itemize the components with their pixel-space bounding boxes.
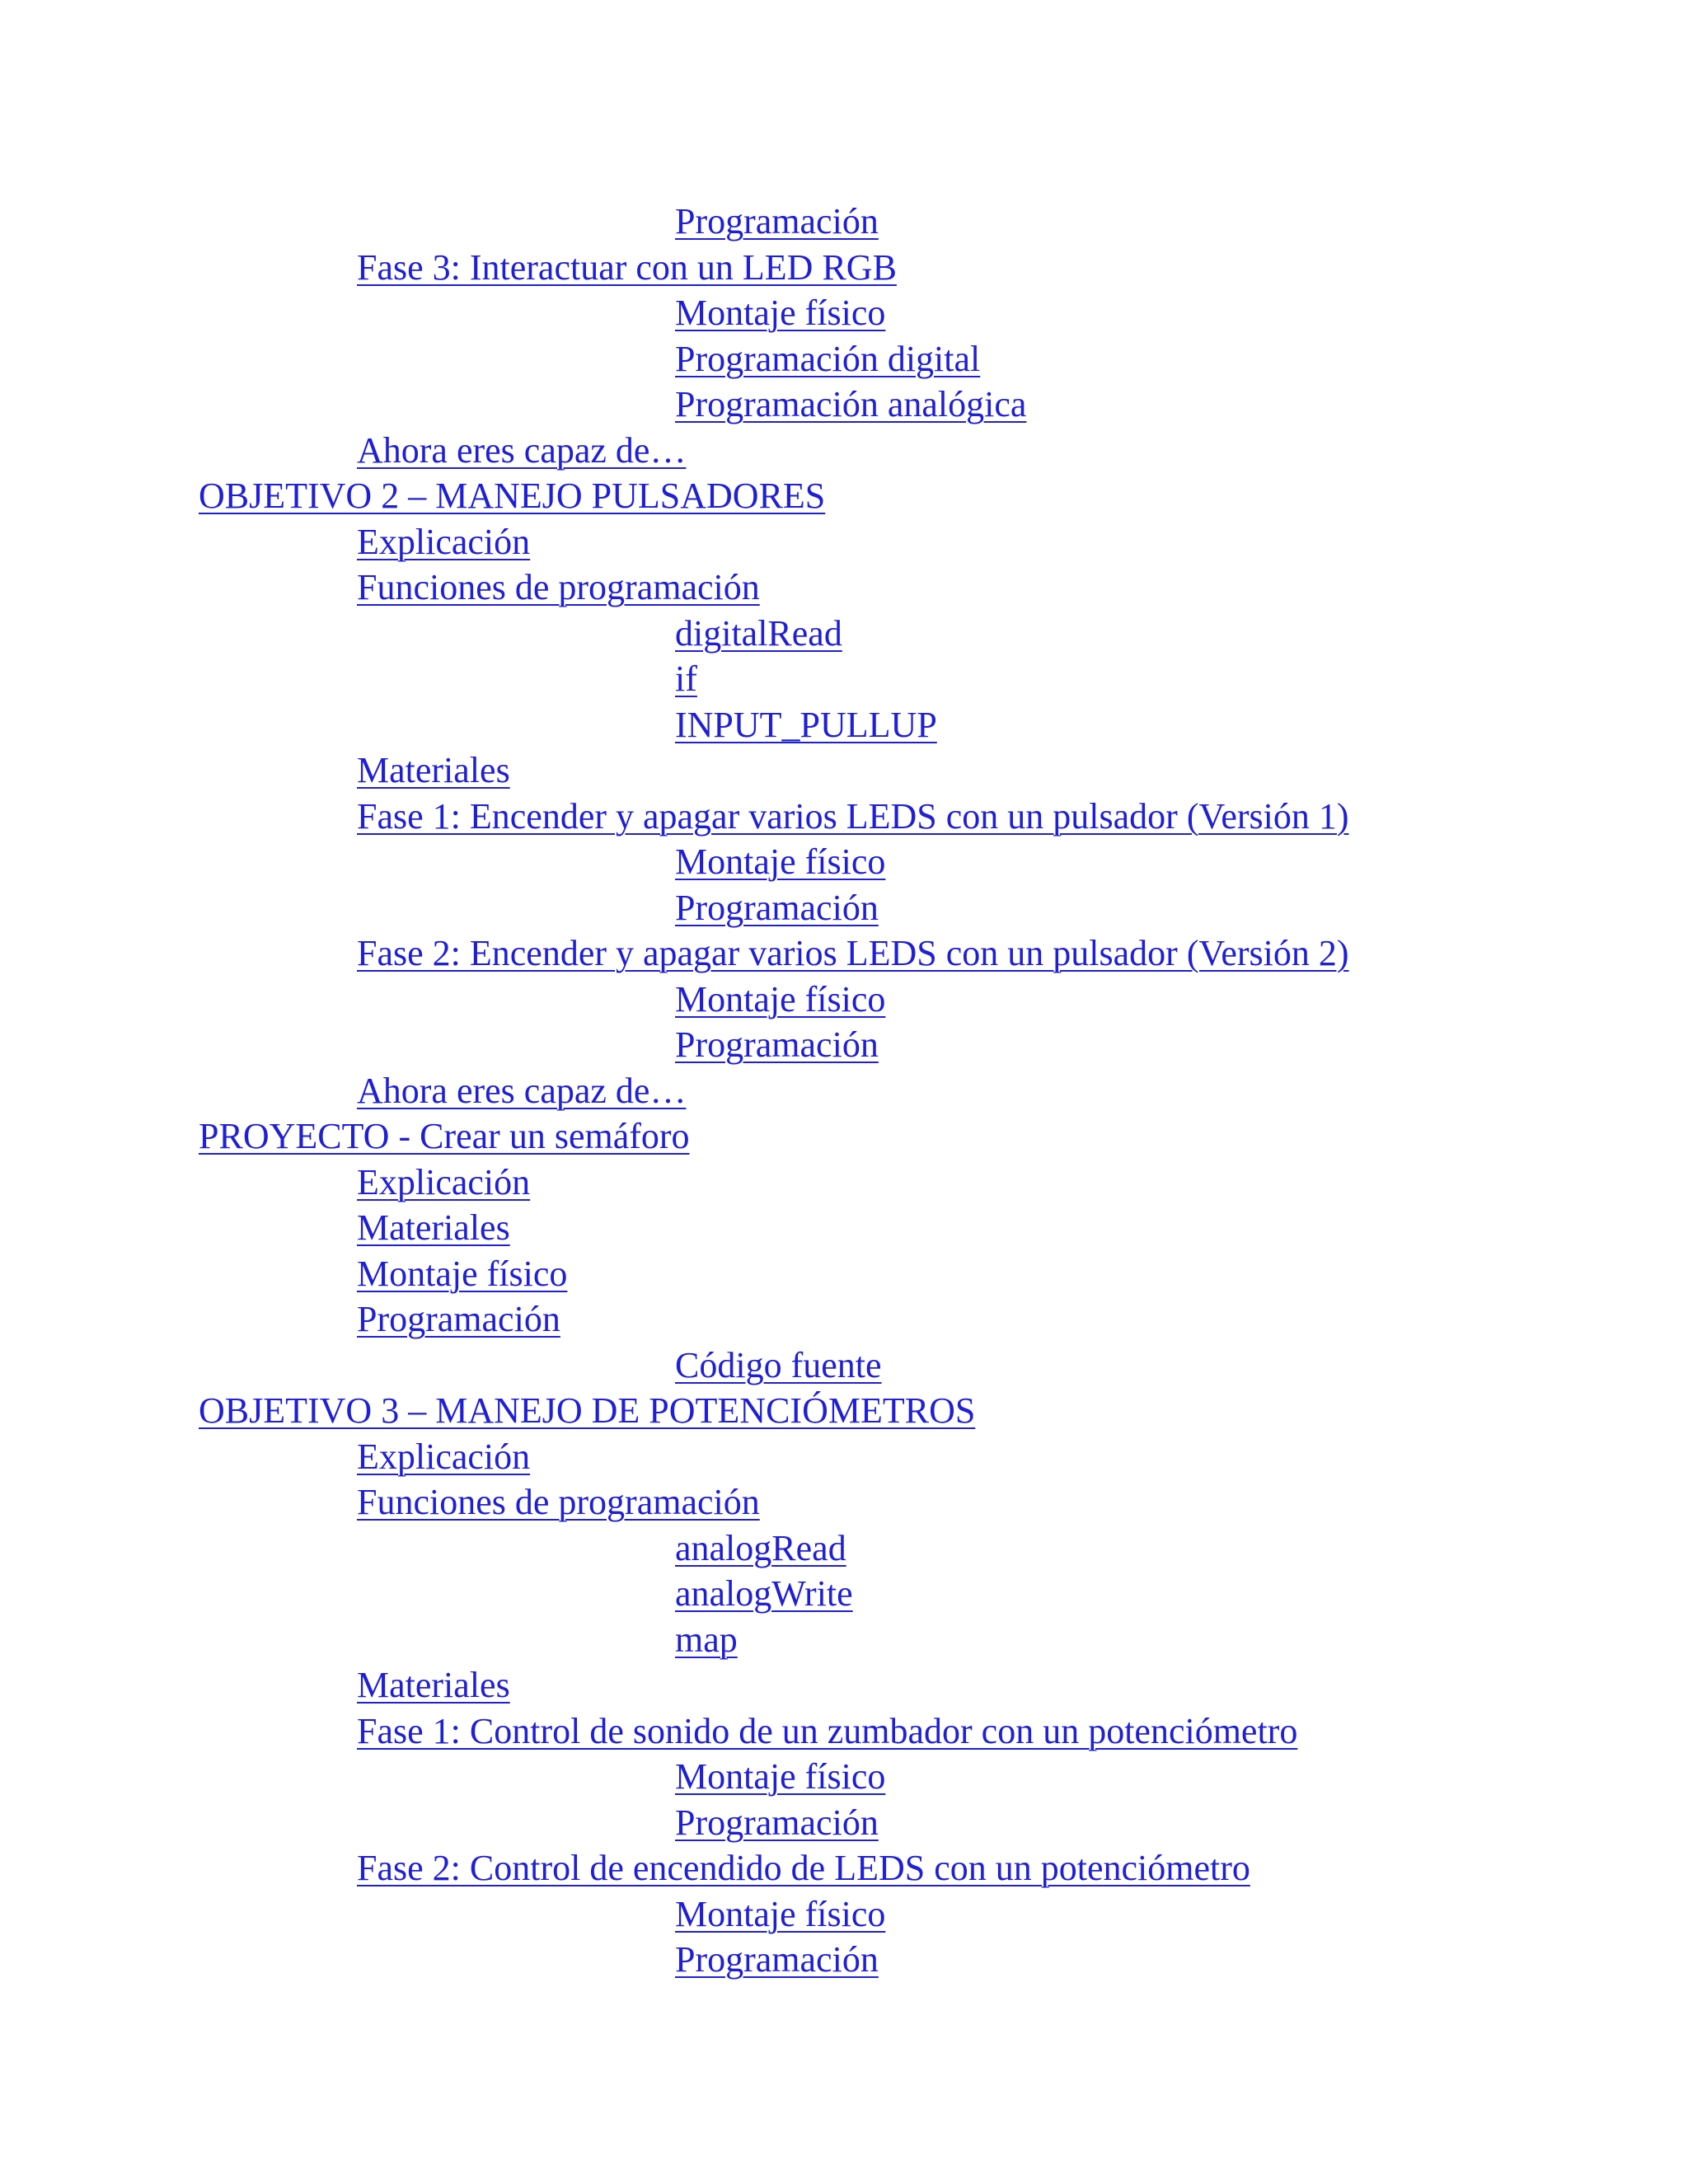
toc-entry [0, 1800, 1688, 1846]
toc-link-level-1[interactable]: OBJETIVO 3 – MANEJO DE POTENCIÓMETROS [199, 1390, 976, 1431]
toc-entry [0, 1113, 1688, 1160]
toc-entry [0, 839, 1688, 885]
toc-entry [0, 1434, 1688, 1480]
toc-link-level-3[interactable]: Código fuente [675, 1344, 882, 1385]
toc-link-level-2[interactable]: Fase 2: Encender y apagar varios LEDS con un pulsador (Versión 2) [357, 933, 1349, 973]
toc-entry [0, 1526, 1688, 1572]
toc-entry [0, 428, 1688, 474]
toc-link-level-2[interactable]: Ahora eres capaz de… [357, 1070, 687, 1111]
toc-entry [0, 748, 1688, 794]
toc-entry [0, 977, 1688, 1023]
toc-link-level-3[interactable]: Montaje físico [675, 1756, 886, 1797]
toc-entry [0, 199, 1688, 245]
toc-entry [0, 1937, 1688, 1983]
toc-link-level-2[interactable]: Programación [357, 1299, 560, 1339]
toc-entry [0, 1662, 1688, 1708]
toc-link-level-2[interactable]: Materiales [357, 1207, 510, 1248]
toc-link-level-2[interactable]: Materiales [357, 750, 510, 790]
toc-entry [0, 611, 1688, 657]
toc-entry [0, 930, 1688, 977]
toc-entry [0, 519, 1688, 565]
toc-entry [0, 473, 1688, 519]
toc-entry [0, 382, 1688, 428]
toc-entry [0, 1571, 1688, 1617]
toc-link-level-3[interactable]: Programación analógica [675, 384, 1027, 424]
toc-link-level-2[interactable]: Explicación [357, 1436, 531, 1477]
toc-link-level-3[interactable]: if [675, 658, 697, 699]
toc-link-level-3[interactable]: Programación [675, 1802, 879, 1843]
toc-link-level-3[interactable]: Montaje físico [675, 293, 886, 333]
toc-link-level-2[interactable]: Fase 1: Encender y apagar varios LEDS con un pulsador (Versión 1) [357, 795, 1349, 837]
toc-entry [0, 1251, 1688, 1297]
toc-entry [0, 1845, 1688, 1891]
toc-link-level-3[interactable]: Montaje físico [675, 978, 886, 1019]
toc-link-level-3[interactable]: digitalRead [675, 612, 842, 654]
toc-link-level-3[interactable]: analogWrite [675, 1573, 853, 1614]
toc-entry [0, 702, 1688, 748]
toc-entry [0, 1160, 1688, 1206]
toc-entry [0, 1708, 1688, 1755]
toc-entry [0, 1205, 1688, 1251]
toc-link-level-2[interactable]: Explicación [357, 521, 531, 562]
toc-link-level-3[interactable]: Programación digital [675, 338, 981, 379]
toc-link-level-2[interactable]: Montaje físico [357, 1253, 568, 1294]
toc-link-level-1[interactable]: OBJETIVO 2 – MANEJO PULSADORES [199, 476, 826, 516]
toc-link-level-1[interactable]: PROYECTO - Crear un semáforo [199, 1116, 690, 1156]
toc-link-level-2[interactable]: Fase 1: Control de sonido de un zumbador con un potenciómetro [357, 1710, 1298, 1751]
toc-entry [0, 565, 1688, 611]
toc-entry [0, 1068, 1688, 1114]
toc-entry [0, 1754, 1688, 1800]
toc-entry [0, 1296, 1688, 1343]
toc-link-level-3[interactable]: Programación [675, 1939, 879, 1980]
toc-link-level-2[interactable]: Materiales [357, 1665, 510, 1705]
toc-entry [0, 885, 1688, 931]
toc-link-level-2[interactable]: Fase 2: Control de encendido de LEDS con un potenciómetro [357, 1848, 1250, 1888]
toc-entry [0, 1022, 1688, 1068]
toc-link-level-3[interactable]: map [675, 1619, 738, 1660]
toc-link-level-2[interactable]: Explicación [357, 1161, 531, 1202]
toc-link-level-2[interactable]: Fase 3: Interactuar con un LED RGB [357, 246, 897, 288]
toc-entry [0, 1617, 1688, 1663]
toc-entry [0, 794, 1688, 840]
table-of-contents [0, 199, 1688, 1983]
toc-entry [0, 1479, 1688, 1526]
toc-link-level-3[interactable]: Montaje físico [675, 1893, 886, 1934]
toc-entry [0, 336, 1688, 382]
toc-link-level-2[interactable]: Funciones de programación [357, 567, 760, 607]
toc-link-level-2[interactable]: Ahora eres capaz de… [357, 429, 687, 471]
toc-entry [0, 290, 1688, 336]
toc-entry [0, 656, 1688, 702]
toc-link-level-3[interactable]: Programación [675, 887, 879, 928]
toc-entry [0, 1891, 1688, 1938]
toc-link-level-3[interactable]: Programación [675, 201, 879, 241]
toc-entry [0, 1343, 1688, 1389]
toc-link-level-2[interactable]: Funciones de programación [357, 1482, 760, 1522]
toc-link-level-3[interactable]: analogRead [675, 1527, 846, 1568]
toc-entry [0, 245, 1688, 291]
toc-entry [0, 1388, 1688, 1434]
toc-link-level-3[interactable]: Montaje físico [675, 841, 886, 882]
toc-link-level-3[interactable]: Programación [675, 1024, 879, 1065]
toc-link-level-3[interactable]: INPUT_PULLUP [675, 704, 937, 745]
